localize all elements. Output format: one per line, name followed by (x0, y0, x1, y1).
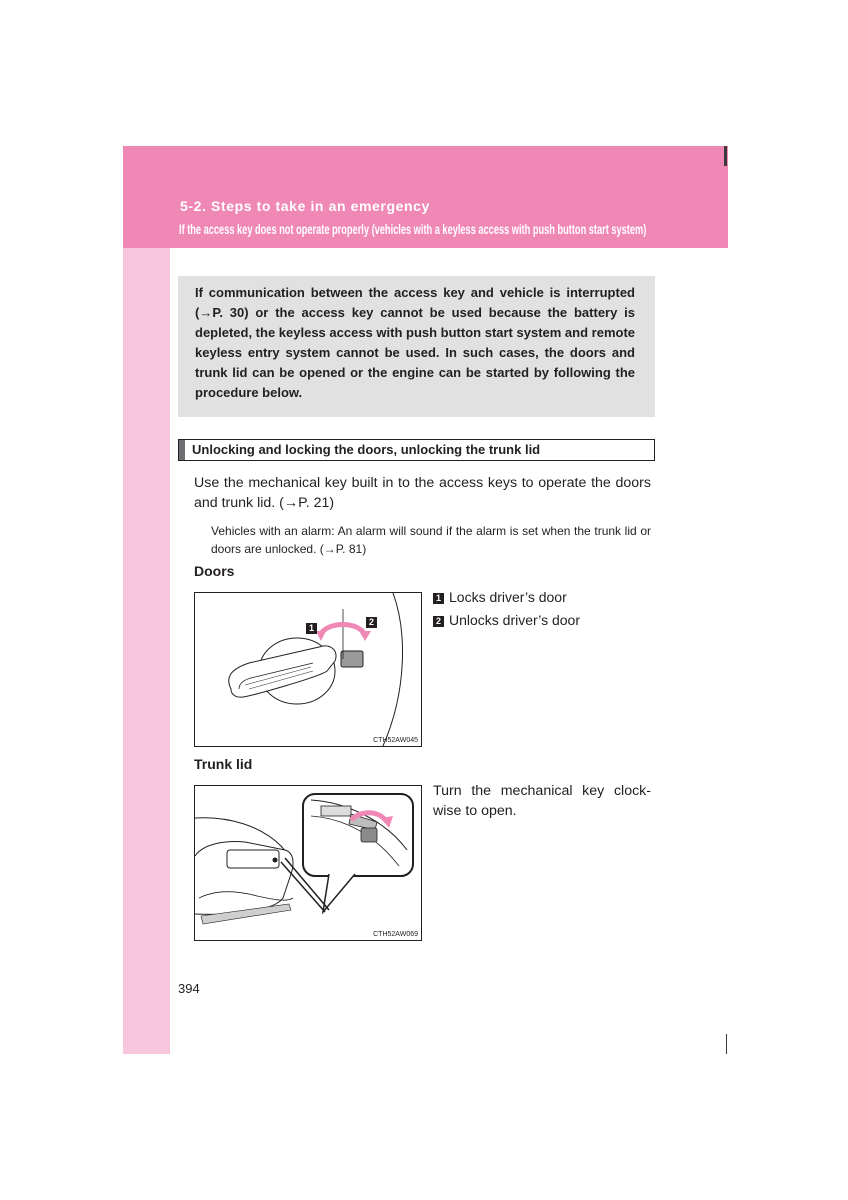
doors-callout-2: 2 (366, 617, 377, 628)
doors-figure (194, 592, 422, 747)
section-title: 5-2. Steps to take in an emergency (180, 198, 430, 214)
legend-text: Locks driver’s door (449, 589, 567, 605)
legend-item-unlock (433, 612, 580, 628)
side-margin-band (123, 248, 170, 1054)
legend-text: Unlocks driver’s door (449, 612, 580, 628)
trunk-figure-code: CTH52AW069 (373, 931, 418, 938)
trunk-figure (194, 785, 422, 941)
doors-label: Doors (194, 563, 235, 579)
subheading-box (178, 439, 655, 461)
intro-text: If communication between the access key and vehicle is interrupted (→P. 30) or the access key cannot be used because the battery is depleted, the keyless access with push button start system and remote keyless entry system cannot be used. In such cases, the doors and trunk lid can be opened or the engine can be started by following the procedure below. (195, 285, 635, 400)
subheading-bar (179, 440, 185, 460)
trunk-label: Trunk lid (194, 756, 253, 772)
legend-num: 2 (433, 616, 444, 627)
trunk-description: Turn the mechanical key clock-wise to open. (433, 783, 651, 819)
legend-item-lock (433, 589, 567, 605)
door-handle-illustration (195, 593, 421, 746)
trunk-lock-illustration (195, 786, 421, 940)
legend-num: 1 (433, 593, 444, 604)
instruction-paragraph: Use the mechanical key built in to the access keys to operate the doors and trunk lid. (→P. 21) (194, 475, 651, 511)
alarm-note: Vehicles with an alarm: An alarm will sound if the alarm is set when the trunk lid or doors are unlocked. (→P. 81) (211, 524, 651, 556)
doors-callout-1: 1 (306, 623, 317, 634)
section-subtitle: If the access key does not operate properly (vehicles with a keyless access with push button start system) (179, 221, 647, 237)
crop-mark-bottom (726, 1034, 727, 1054)
page-number: 394 (178, 981, 200, 996)
doors-figure-code: CTH52AW045 (373, 737, 418, 744)
crop-mark-top (724, 146, 727, 166)
subheading-text: Unlocking and locking the doors, unlocking the trunk lid (192, 442, 541, 457)
